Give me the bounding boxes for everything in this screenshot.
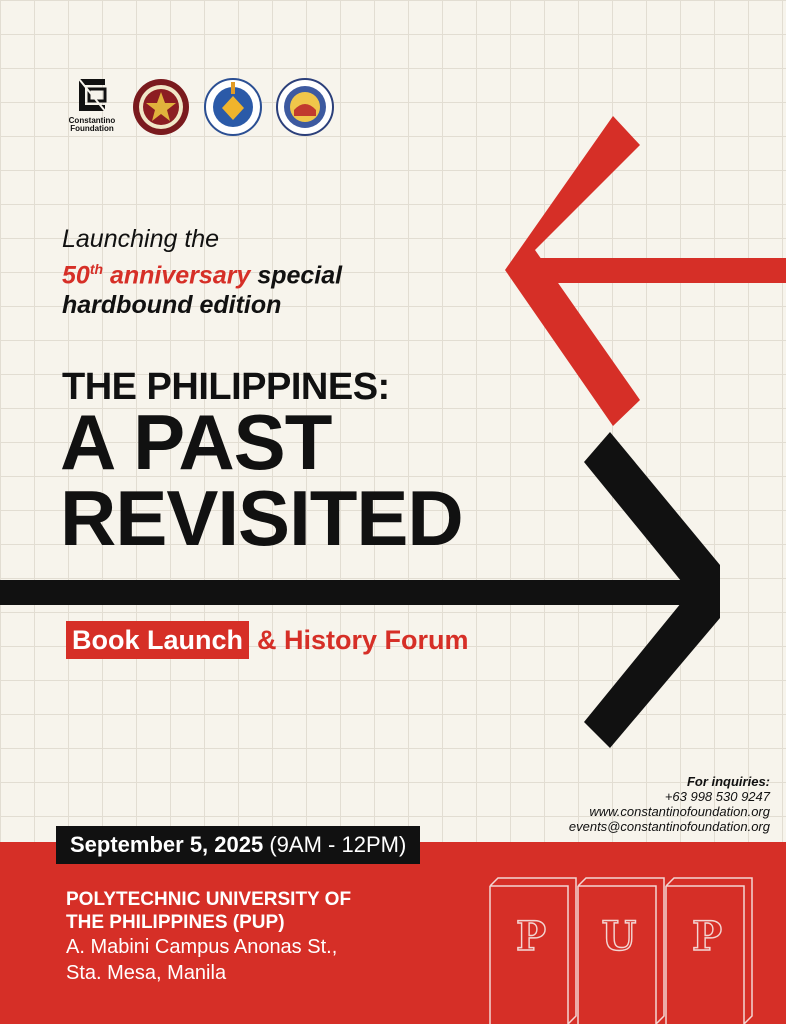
pup-letter-1: P — [515, 913, 547, 960]
venue-block — [66, 888, 351, 986]
event-time: (9AM - 12PM) — [269, 832, 407, 857]
inquiries-heading: For inquiries: — [686, 774, 770, 789]
venue-address-line-2: Sta. Mesa, Manila — [66, 962, 227, 984]
inquiries-phone: +63 998 530 9247 — [664, 789, 770, 804]
pup-letter-3: P — [691, 913, 723, 960]
event-label — [66, 621, 469, 659]
book-title-main — [60, 398, 463, 562]
red-arrow-icon — [505, 116, 786, 426]
pup-pillars-icon — [486, 876, 786, 1024]
history-forum-label: & History Forum — [257, 625, 469, 655]
inquiries-block — [569, 774, 770, 834]
special-word: special — [257, 261, 343, 290]
tagline-line-1: Launching the — [62, 225, 220, 253]
constantino-foundation-label: Constantino Foundation — [68, 116, 116, 133]
anniversary-number: 50 — [62, 261, 90, 290]
inquiries-website[interactable]: www.constantinofoundation.org — [589, 804, 770, 819]
venue-name-line-2: THE PHILIPPINES (PUP) — [66, 912, 285, 933]
venue-name-line-1: POLYTECHNIC UNIVERSITY OF — [66, 889, 352, 910]
anniversary-word: anniversary — [109, 261, 251, 290]
pup-letter-2: U — [601, 913, 637, 960]
tagline — [62, 224, 342, 320]
anniversary-suffix: th — [89, 261, 104, 277]
event-date — [56, 826, 420, 864]
book-title-line-3: REVISITED — [60, 474, 463, 562]
event-day: September 5, 2025 — [70, 832, 264, 857]
book-title-line-1: THE PHILIPPINES: — [62, 366, 390, 408]
book-launch-badge: Book Launch — [66, 621, 249, 659]
tagline-line-2 — [62, 254, 342, 290]
inquiries-email[interactable]: events@constantinofoundation.org — [568, 819, 770, 834]
venue-address-line-1: A. Mabini Campus Anonas St., — [66, 936, 338, 958]
book-title-line-2: A PAST — [60, 398, 332, 486]
tagline-line-3: hardbound edition — [62, 291, 282, 320]
